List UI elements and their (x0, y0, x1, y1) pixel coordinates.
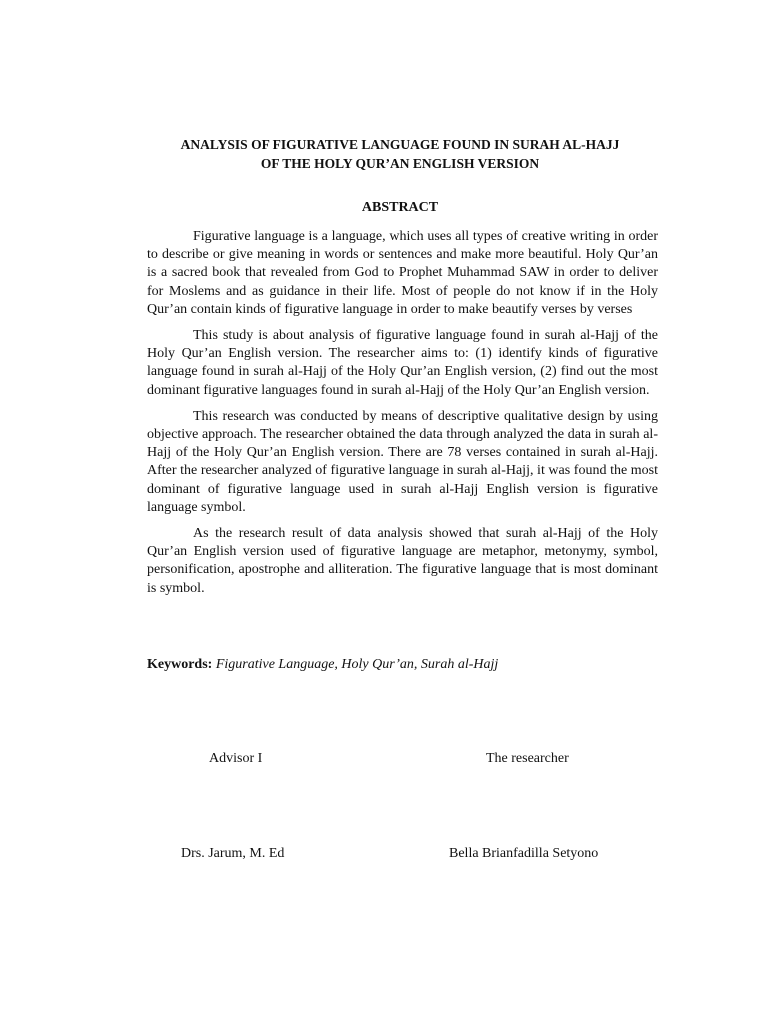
advisor-name: Drs. Jarum, M. Ed (181, 846, 285, 861)
researcher-title: The researcher (486, 751, 569, 766)
keywords-value: Figurative Language, Holy Qur’an, Surah al-Hajj (215, 657, 499, 672)
title-line-2: OF THE HOLY QUR’AN ENGLISH VERSION (260, 156, 540, 171)
keywords-line (147, 656, 667, 674)
advisor-title: Advisor I (209, 751, 263, 766)
title-line-1: ANALYSIS OF FIGURATIVE LANGUAGE FOUND IN SURAH AL-HAJJ (180, 137, 620, 152)
researcher-name: Bella Brianfadilla Setyono (449, 846, 599, 861)
abstract-heading: ABSTRACT (361, 200, 439, 215)
abstract-paragraph-4: As the research result of data analysis showed that surah al-Hajj of the Holy Qur’an English version used of figurative language are metaphor, metonymy, symbol, personification, apostrophe and alliteration. The figurative language that is most dominant is symbol. (147, 526, 658, 596)
abstract-paragraph-1: Figurative language is a language, which uses all types of creative writing in order to describe or give meaning in words or sentences and make more beautiful. Holy Qur’an is a sacred book that revealed from God to Prophet Muhammad SAW in order to deliver for Moslems and as guidance in their life. Most of people do not know if in the Holy Qur’an contain kinds of figurative language in order to make beautify verses by verses (147, 229, 658, 317)
abstract-paragraph-2: This study is about analysis of figurative language found in surah al-Hajj of the Holy Qur’an English version. The researcher aims to: (1) identify kinds of figurative language found in surah al-Hajj of the Holy Qur’an English version, (2) find out the most dominant figurative languages found in surah al-Hajj of the Holy Qur’an English version. (147, 328, 658, 398)
document-title (100, 135, 700, 173)
abstract-paragraph-3: This research was conducted by means of descriptive qualitative design by using objective approach. The researcher obtained the data through analyzed the data in surah al-Hajj of the Holy Qur’an English version. There are 78 verses contained in surah al-Hajj. After the researcher analyzed of figurative language in surah al-Hajj, it was found the most dominant of figurative language used in surah al-Hajj English version is figurative language symbol. (147, 408, 658, 515)
abstract-body (147, 228, 658, 606)
keywords-label: Keywords: (147, 657, 213, 672)
